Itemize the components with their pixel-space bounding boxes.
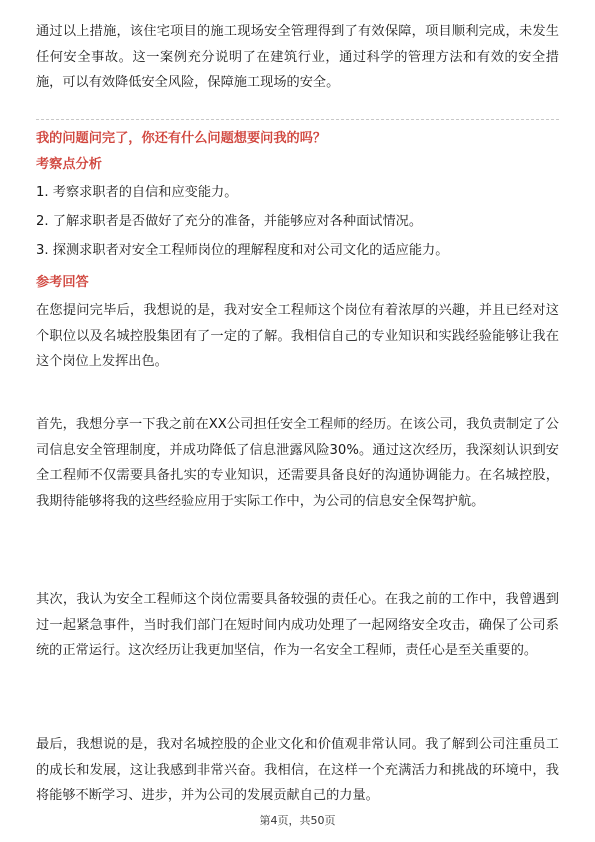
analysis-item: 3. 探测求职者对安全工程师岗位的理解程度和对公司文化的适应能力。 [36, 243, 449, 258]
answer-paragraph: 最后，我想说的是，我对名城控股的企业文化和价值观非常认同。我了解到公司注重员工的成长和发展，这让我感到非常兴奋。我相信，在这样一个充满活力和挑战的环境中，我将能够不断学习、进步，并为公司的发展贡献自己的力量。 [36, 737, 559, 803]
analysis-item: 1. 考察求职者的自信和应变能力。 [36, 185, 238, 200]
answer-paragraph: 首先，我想分享一下我之前在XX公司担任安全工程师的经历。在该公司，我负责制定了公司信息安全管理制度，并成功降低了信息泄露风险30%。通过这次经历，我深刻认识到安全工程师不仅需要具备扎实的专业知识，还需要具备良好的沟通协调能力。在名城控股，我期待能够将我的这些经验应用于实际工作中，为公司的信息安全保驾护航。 [36, 417, 559, 509]
answer-paragraph: 其次，我认为安全工程师这个岗位需要具备较强的责任心。在我之前的工作中，我曾遇到过一起紧急事件，当时我们部门在短时间内成功处理了一起网络安全攻击，确保了公司系统的正常运行。这次经历让我更加坚信，作为一名安全工程师，责任心是至关重要的。 [36, 592, 559, 658]
page-number: 第4页，共50页 [259, 814, 336, 827]
intro-paragraph: 通过以上措施，该住宅项目的施工现场安全管理得到了有效保障，项目顺利完成，未发生任何安全事故。这一案例充分说明了在建筑行业，通过科学的管理方法和有效的安全措施，可以有效降低安全风险，保障施工现场的安全。 [36, 24, 559, 90]
analysis-title: 考察点分析 [36, 157, 102, 172]
answer-title: 参考回答 [36, 275, 89, 290]
analysis-item: 2. 了解求职者是否做好了充分的准备，并能够应对各种面试情况。 [36, 214, 423, 229]
section-divider [36, 119, 559, 120]
answer-paragraph: 在您提问完毕后，我想说的是，我对安全工程师这个岗位有着浓厚的兴趣，并且已经对这个职位以及名城控股集团有了一定的了解。我相信自己的专业知识和实践经验能够让我在这个岗位上发挥出色。 [36, 303, 559, 369]
question-heading: 我的问题问完了，你还有什么问题想要问我的吗？ [36, 131, 327, 146]
